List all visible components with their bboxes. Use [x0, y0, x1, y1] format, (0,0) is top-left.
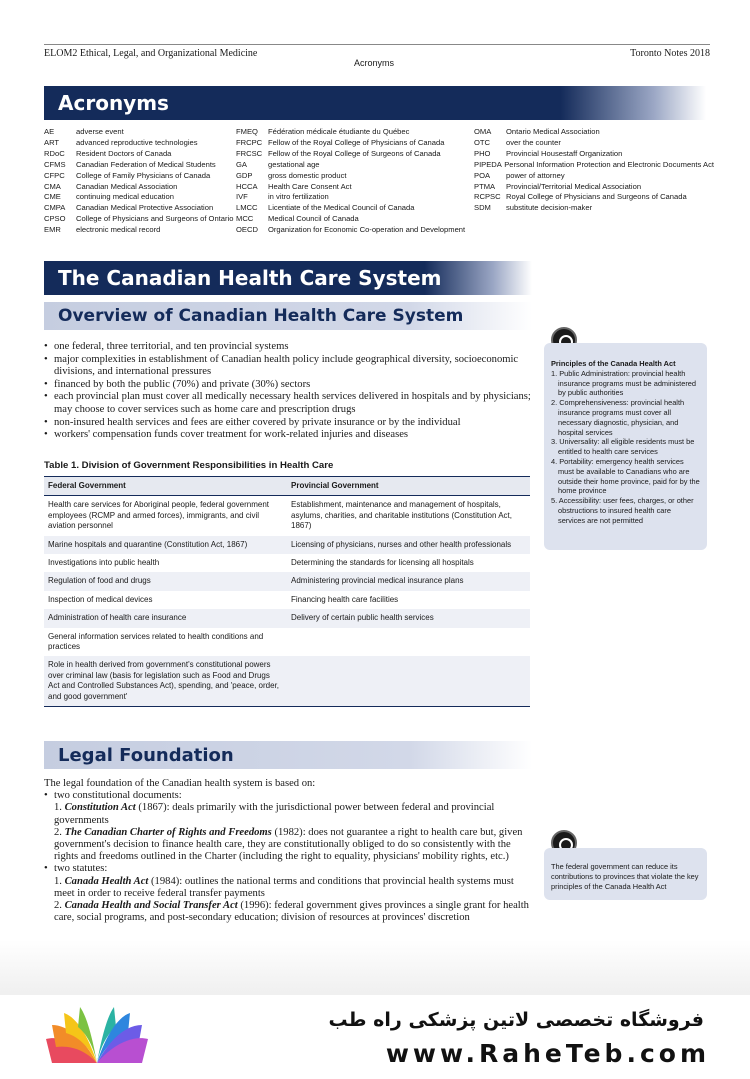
acronym-abbr: LMCC: [236, 203, 258, 213]
acronym-row: [236, 182, 472, 193]
acronym-definition: advanced reproductive technologies: [76, 137, 198, 147]
legal-body: [44, 778, 534, 924]
acronym-abbr: AE: [44, 127, 55, 136]
table-header-row: [44, 477, 530, 496]
header-federal: Federal Government: [44, 477, 287, 496]
acronym-abbr: FRCSC: [236, 148, 263, 158]
acronym-abbr: HCCA: [236, 181, 258, 191]
acronym-definition: Ontario Medical Association: [506, 127, 600, 136]
overview-title: Overview of Canadian Health Care System: [58, 306, 464, 326]
principle-item: 4. Portability: emergency health services must be available to Canadians who are outside their home province, paid for by the home province: [551, 456, 700, 496]
sidebar-note-text: The federal government can reduce its contributions to provinces that violate the key principles of the Canada Health Act: [551, 862, 699, 891]
provincial-cell: Financing health care facilities: [291, 594, 399, 604]
book-logo-icon: [42, 1005, 152, 1069]
acronym-abbr: CPSO: [44, 214, 66, 224]
acronym-row: [44, 127, 234, 138]
system-banner: [44, 261, 532, 295]
act-name: Canada Health Act: [64, 875, 149, 887]
provincial-cell: Establishment, maintenance and management of hospitals, asylums, charities, and charitable institutions (Constitution Act, 1867): [291, 500, 512, 531]
federal-cell: Role in health derived from government's constitutional powers over criminal law (basis for legislation such as Food and Drugs Act and Controlled Substances Act), spending, and 'peace, order, and good government': [44, 656, 287, 706]
acronym-row: [474, 160, 714, 171]
acronym-definition: Fellow of the Royal College of Surgeons of Canada: [268, 148, 441, 158]
acronym-abbr: GDP: [236, 170, 253, 180]
header-provincial: Provincial Government: [287, 477, 530, 496]
table-row: [44, 554, 530, 572]
system-title: The Canadian Health Care System: [58, 266, 442, 290]
provincial-cell: Administering provincial medical insurance plans: [287, 572, 530, 590]
acronym-abbr: PIPEDA: [474, 159, 502, 169]
acronym-row: [44, 182, 234, 193]
overview-bullet: • one federal, three territorial, and ten provincial systems: [44, 341, 534, 354]
acronym-row: [236, 160, 472, 171]
acronyms-title: Acronyms: [58, 91, 169, 115]
acronym-abbr: CFMS: [44, 159, 66, 169]
acronym-column-1: [44, 127, 234, 236]
acronym-row: [44, 214, 234, 225]
acronym-definition: adverse event: [76, 127, 124, 136]
acronym-abbr: OECD: [236, 225, 258, 235]
acronym-definition: College of Family Physicians of Canada: [76, 170, 211, 180]
legal-intro: The legal foundation of the Canadian health system is based on:: [44, 778, 316, 789]
acronym-definition: power of attorney: [506, 170, 565, 180]
acronym-abbr: FMEQ: [236, 127, 258, 136]
table-row: [44, 609, 530, 627]
acronym-column-3: [474, 127, 714, 214]
acronym-row: [474, 171, 714, 182]
acronym-row: [44, 160, 234, 171]
overview-bullet: • non-insured health services and fees are either covered by private insurance or by the individual: [44, 417, 534, 430]
acronym-row: [44, 192, 234, 203]
acronym-abbr: POA: [474, 170, 491, 180]
page-header: [44, 44, 710, 68]
acronym-abbr: GA: [236, 159, 247, 169]
acronym-row: [236, 149, 472, 160]
acronym-definition: substitute decision-maker: [506, 203, 593, 213]
acronym-row: [44, 138, 234, 149]
act-name: Canada Health and Social Transfer Act: [64, 900, 238, 912]
sidebar-principles: [544, 343, 707, 550]
legal-item: 2. Canada Health and Social Transfer Act (1996): federal government gives provinces a single grant for health care, social programs, and post-secondary education; division of resources at provinces' discretion: [54, 900, 529, 924]
responsibilities-table: [44, 476, 530, 707]
principles-list: [551, 369, 700, 526]
act-desc: (1996): federal government gives provinces a single grant for health care, social programs, and post-secondary education; division of resources at provinces' discretion: [54, 900, 529, 924]
acronym-row: [44, 149, 234, 160]
act-desc: (1982): does not guarantee a right to health care but, given government's decision to finance health care, they are constitutionally obliged to do so consistently with the rights and freedoms outlined in the Charter (including the right to equality, physicians' mobility rights, etc.): [54, 826, 523, 863]
acronym-definition: Canadian Medical Association: [76, 181, 178, 191]
provincial-cell: Licensing of physicians, nurses and other health professionals: [287, 536, 530, 554]
legal-bullet: • two statutes:: [44, 863, 534, 875]
overview-bullet: • financed by both the public (70%) and private (30%) sectors: [44, 379, 534, 392]
federal-cell: Regulation of food and drugs: [44, 572, 287, 590]
acronym-abbr: RCPSC: [474, 192, 501, 202]
acronym-row: [474, 127, 714, 138]
act-name: Constitution Act: [64, 802, 136, 814]
acronym-abbr: OMA: [474, 127, 492, 136]
acronym-abbr: ART: [44, 137, 60, 147]
acronym-abbr: RDoC: [44, 148, 65, 158]
overview-bullet: • major complexities in establishment of Canadian health policy include geographical diversity, socioeconomic divisions, and international pressures: [44, 354, 534, 379]
acronym-definition: gestational age: [268, 159, 320, 169]
acronym-abbr: PTMA: [474, 181, 496, 191]
acronym-row: [474, 138, 714, 149]
acronym-abbr: EMR: [44, 225, 61, 235]
acronym-row: [236, 203, 472, 214]
federal-cell: Marine hospitals and quarantine (Constitution Act, 1867): [44, 536, 287, 554]
header-edition: Toronto Notes 2018: [630, 48, 710, 59]
federal-cell: General information services related to health conditions and practices: [48, 631, 264, 652]
federal-cell: Inspection of medical devices: [48, 594, 153, 604]
legal-title: Legal Foundation: [58, 745, 234, 766]
overview-bullet: • each provincial plan must cover all medically necessary health services delivered in hospitals and by physicians; may choose to cover services such as home care and prescription drugs: [44, 391, 534, 416]
acronym-definition: Personal Information Protection and Electronic Documents Act: [504, 159, 714, 169]
table-row: [44, 572, 530, 590]
acronym-row: [44, 203, 234, 214]
federal-cell: Investigations into public health: [48, 558, 160, 568]
shop-footer: [0, 995, 750, 1079]
federal-cell: Health care services for Aboriginal people, federal government employees (RCMP and armed forces), immigrants, and civil aviation personnel: [48, 500, 270, 531]
acronym-abbr: CFPC: [44, 170, 65, 180]
sidebar-federal-note: [544, 848, 707, 900]
acronym-definition: Organization for Economic Co-operation and Development: [268, 225, 466, 235]
table-row: [44, 536, 530, 554]
shop-url-link[interactable]: www.RaheTeb.com: [385, 1039, 710, 1068]
table-row: [44, 656, 530, 706]
table-title: Table 1. Division of Government Responsibilities in Health Care: [44, 460, 334, 471]
acronym-definition: Canadian Federation of Medical Students: [76, 159, 216, 169]
acronym-definition: electronic medical record: [76, 225, 161, 235]
legal-bullet: • two constitutional documents:: [44, 790, 534, 802]
legal-banner: [44, 741, 532, 769]
acronym-abbr: CME: [44, 192, 61, 202]
header-section: Acronyms: [354, 58, 395, 68]
acronym-definition: Royal College of Physicians and Surgeons of Canada: [506, 192, 687, 202]
acronym-definition: Provincial/Territorial Medical Association: [506, 181, 642, 191]
sidebar-title: Principles of the Canada Health Act: [551, 359, 676, 368]
acronym-definition: Medical Council of Canada: [268, 214, 359, 224]
acronym-definition: gross domestic product: [268, 170, 347, 180]
acronym-abbr: CMPA: [44, 203, 66, 213]
acronym-row: [44, 171, 234, 182]
acronym-row: [236, 171, 472, 182]
acronym-abbr: PHO: [474, 148, 491, 158]
act-name: The Canadian Charter of Rights and Freedoms: [64, 826, 272, 838]
acronyms-banner: [44, 86, 706, 120]
acronym-definition: Health Care Consent Act: [268, 181, 352, 191]
table-row: [44, 591, 530, 609]
acronym-abbr: IVF: [236, 192, 248, 202]
act-desc: (1867): deals primarily with the jurisdictional power between federal and provincial governments: [54, 802, 495, 826]
principle-item: 3. Universality: all eligible residents must be entitled to health care services: [551, 437, 695, 457]
overview-bullet: • workers' compensation funds cover treatment for work-related injuries and diseases: [44, 429, 534, 442]
acronym-definition: Fédération médicale étudiante du Québec: [268, 127, 410, 136]
legal-item: 2. The Canadian Charter of Rights and Freedoms (1982): does not guarantee a right to health care but, given government's decision to finance health care, they are constitutionally obliged to do so consistently with the rights and freedoms outlined in the Charter (including the right to equality, physicians' mobility rights, etc.): [54, 826, 523, 863]
table-row: [44, 628, 530, 657]
act-desc: (1984): outlines the national terms and conditions that provincial health systems must meet in order to receive federal transfer payments: [54, 875, 514, 899]
provincial-cell: [287, 656, 530, 706]
acronym-definition: in vitro fertilization: [268, 192, 329, 202]
acronym-abbr: CMA: [44, 181, 61, 191]
provincial-cell: Determining the standards for licensing all hospitals: [291, 558, 474, 568]
acronym-row: [44, 225, 234, 236]
acronym-definition: Fellow of the Royal College of Physicians of Canada: [268, 137, 445, 147]
overview-banner: [44, 302, 532, 330]
acronym-definition: over the counter: [506, 137, 561, 147]
acronym-definition: Resident Doctors of Canada: [76, 148, 172, 158]
principle-item: 5. Accessibility: user fees, charges, or other obstructions to insured health care services are not permitted: [551, 496, 694, 525]
acronym-row: [236, 127, 472, 138]
overview-bullets: [44, 341, 534, 442]
acronym-definition: continuing medical education: [76, 192, 174, 202]
acronym-abbr: MCC: [236, 214, 254, 224]
acronym-row: [236, 138, 472, 149]
acronym-row: [474, 182, 714, 193]
acronym-row: [236, 214, 472, 225]
principle-item: 1. Public Administration: provincial health insurance programs must be administered by public authorities: [551, 368, 697, 398]
federal-cell: Administration of health care insurance: [44, 609, 287, 627]
acronym-row: [474, 149, 714, 160]
acronym-row: [474, 203, 714, 214]
acronym-definition: Licentiate of the Medical Council of Canada: [268, 203, 415, 213]
acronym-definition: College of Physicians and Surgeons of Ontario: [76, 214, 234, 224]
page-fade: [0, 940, 750, 1000]
shop-name: فروشگاه تخصصی لاتین پزشکی راه طب: [328, 1009, 704, 1031]
provincial-cell: [287, 628, 530, 657]
table-row: [44, 496, 530, 536]
acronym-definition: Canadian Medical Protective Association: [76, 203, 214, 213]
legal-item: 1. Constitution Act (1867): deals primarily with the jurisdictional power between federal and provincial governments: [54, 802, 495, 826]
acronym-row: [474, 192, 714, 203]
acronym-row: [236, 225, 472, 236]
acronym-column-2: [236, 127, 472, 236]
acronym-abbr: OTC: [474, 137, 491, 147]
acronym-abbr: SDM: [474, 203, 491, 213]
header-chapter: ELOM2 Ethical, Legal, and Organizational Medicine: [44, 48, 258, 59]
provincial-cell: Delivery of certain public health services: [287, 609, 530, 627]
acronym-abbr: FRCPC: [236, 137, 263, 147]
acronym-definition: Provincial Housestaff Organization: [506, 148, 623, 158]
principle-item: 2. Comprehensiveness: provincial health insurance programs must cover all necessary diagnostic, physician, and hospital services: [551, 398, 685, 437]
acronym-row: [236, 192, 472, 203]
legal-item: 1. Canada Health Act (1984): outlines the national terms and conditions that provincial health systems must meet in order to receive federal transfer payments: [54, 875, 514, 899]
